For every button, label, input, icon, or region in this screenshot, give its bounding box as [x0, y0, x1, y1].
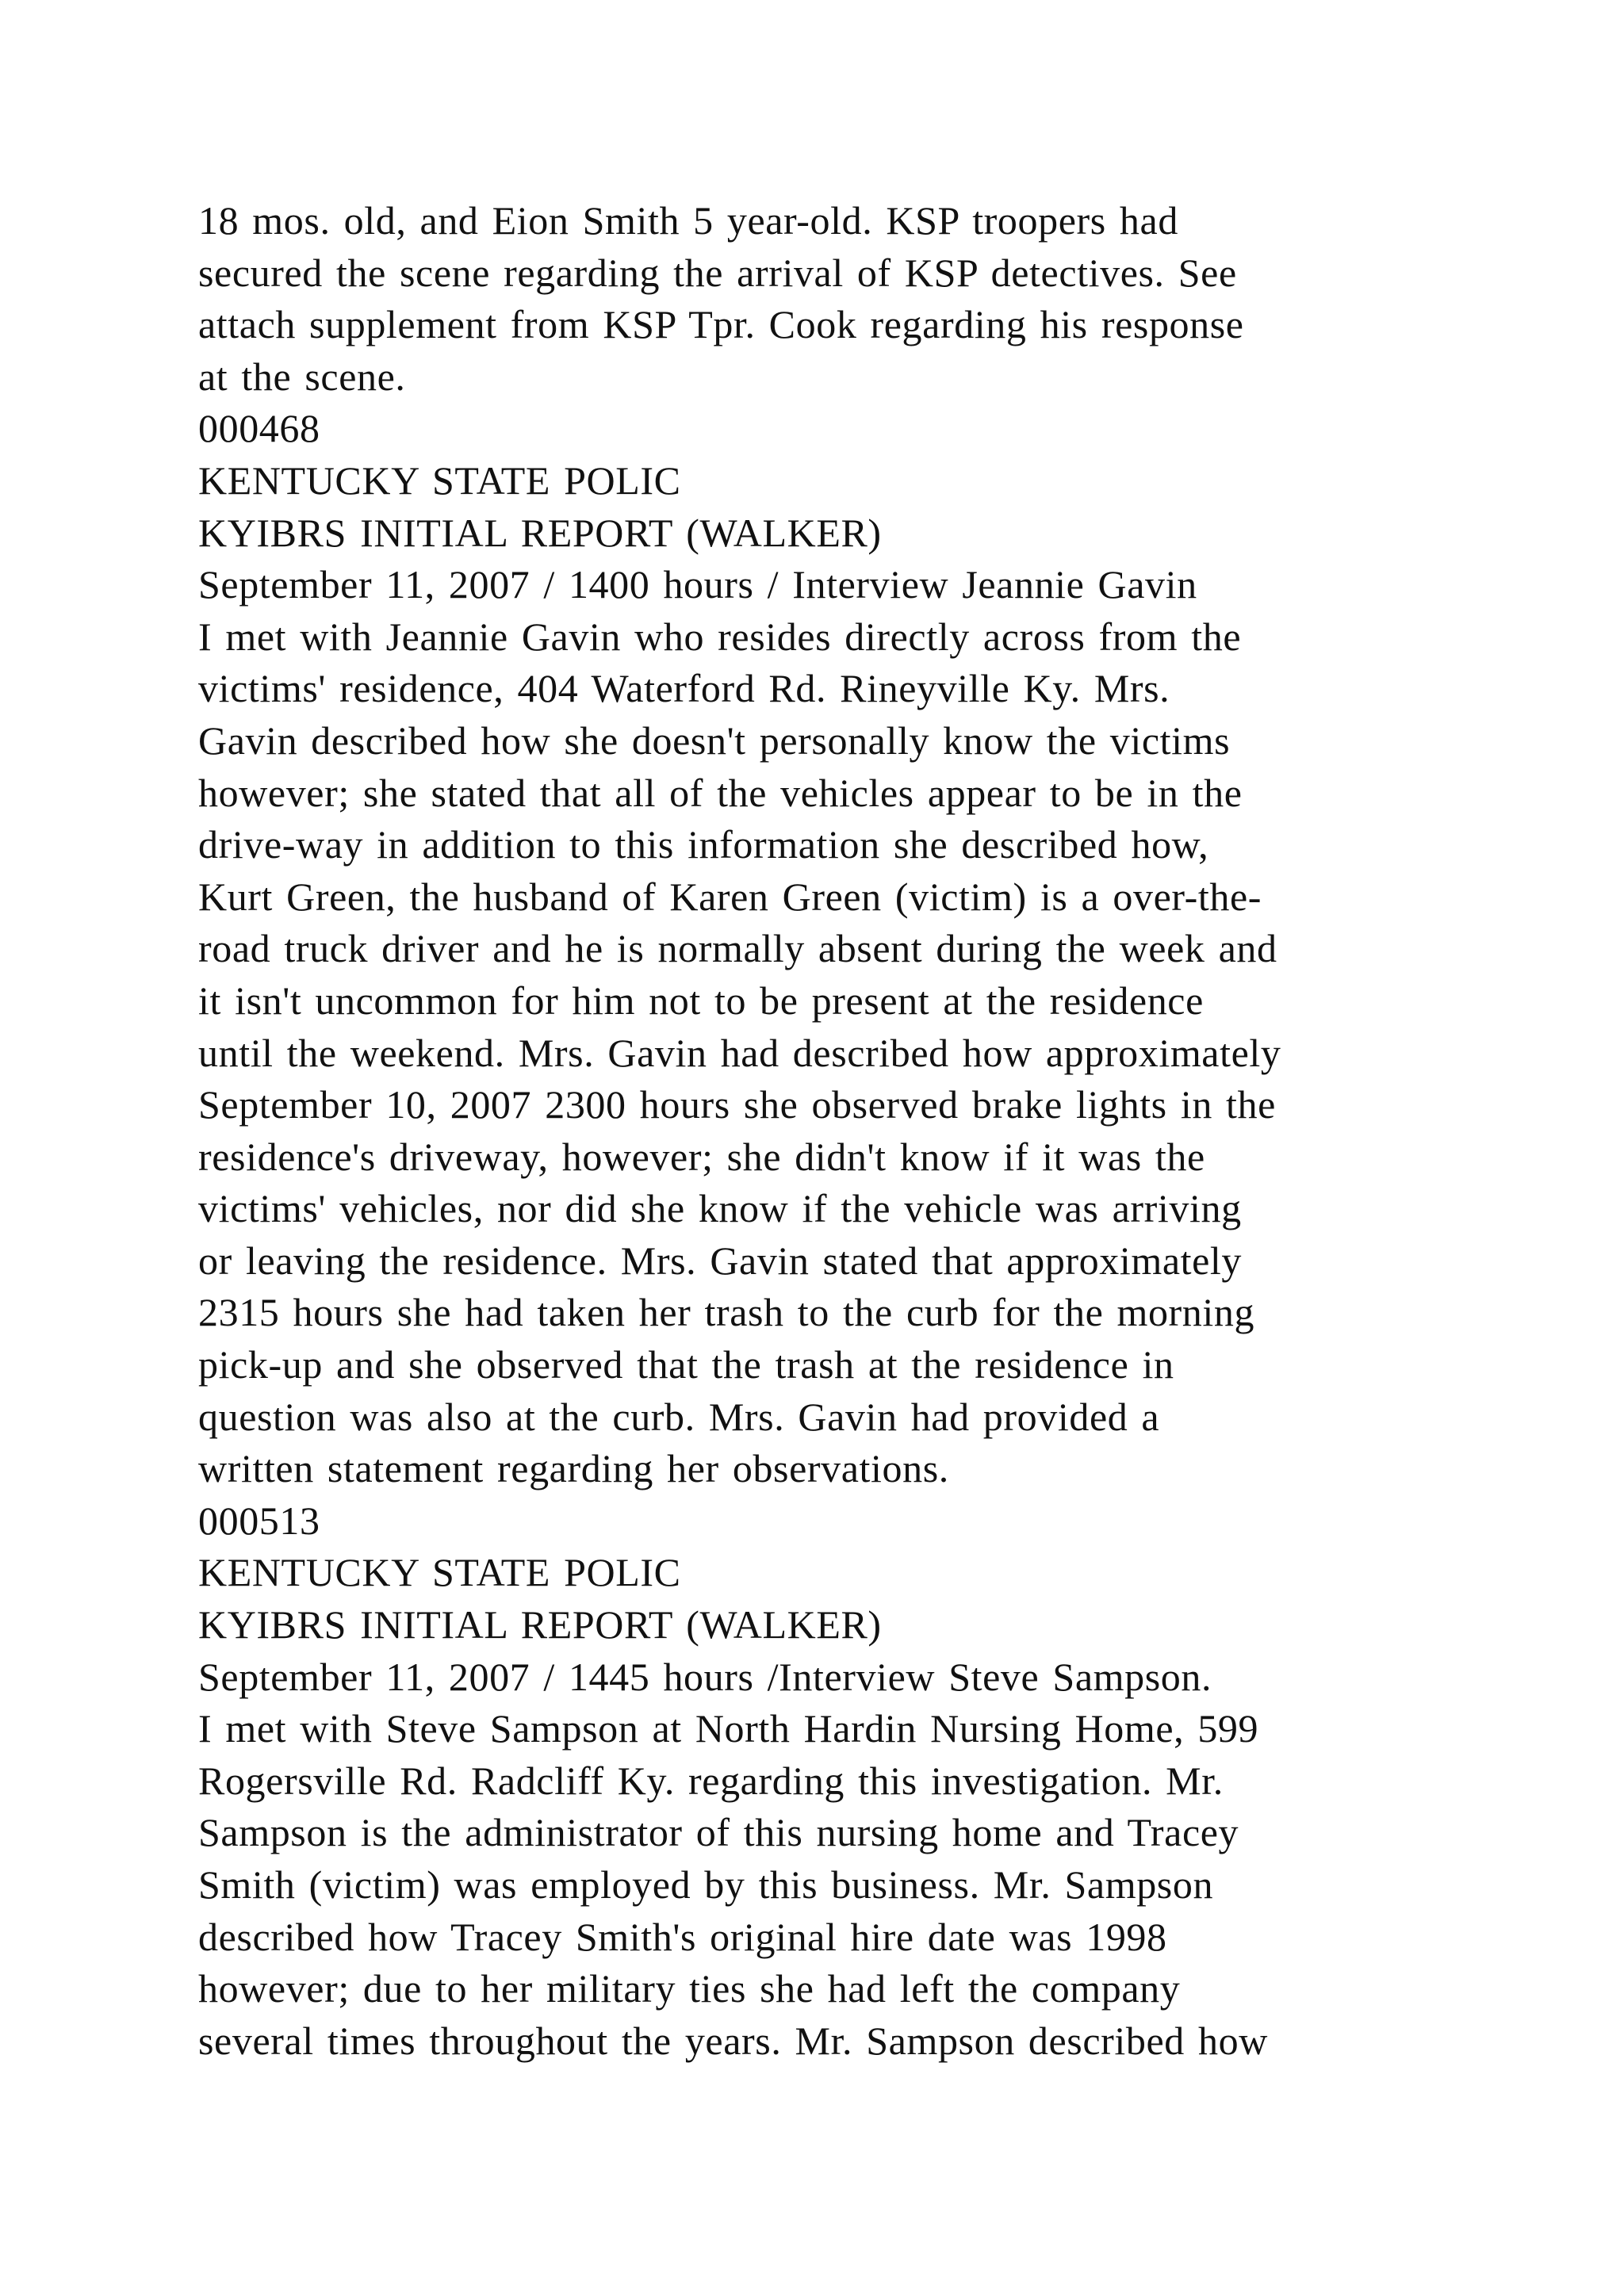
text-line: residence's driveway, however; she didn't know if it was the	[198, 1134, 1205, 1179]
text-line: pick-up and she observed that the trash at the residence in	[198, 1342, 1174, 1387]
text-line: I met with Jeannie Gavin who resides directly across from the	[198, 614, 1242, 659]
text-line: Kurt Green, the husband of Karen Green (victim) is a over-the-	[198, 874, 1262, 919]
text-line: attach supplement from KSP Tpr. Cook regarding his response	[198, 302, 1244, 347]
text-line: until the weekend. Mrs. Gavin had described how approximately	[198, 1030, 1281, 1075]
text-line: road truck driver and he is normally absent during the week and	[198, 926, 1277, 971]
text-line: 2315 hours she had taken her trash to the curb for the morning	[198, 1290, 1255, 1335]
text-line: 18 mos. old, and Eion Smith 5 year-old. KSP troopers had	[198, 198, 1178, 243]
text-line: secured the scene regarding the arrival of KSP detectives. See	[198, 250, 1237, 295]
text-line: however; due to her military ties she had left the company	[198, 1966, 1181, 2011]
text-line: victims' vehicles, nor did she know if the vehicle was arriving	[198, 1186, 1242, 1231]
text-line: written statement regarding her observations.	[198, 1446, 949, 1491]
text-line: described how Tracey Smith's original hire date was 1998	[198, 1914, 1167, 1959]
text-line: or leaving the residence. Mrs. Gavin stated that approximately	[198, 1238, 1243, 1283]
text-line: drive-way in addition to this information she described how,	[198, 822, 1209, 867]
text-line: however; she stated that all of the vehicles appear to be in the	[198, 770, 1243, 815]
text-line: it isn't uncommon for him not to be present at the residence	[198, 978, 1204, 1023]
agency-heading: KENTUCKY STATE POLIC	[198, 1550, 681, 1595]
interview-heading: September 11, 2007 / 1445 hours /Interview Steve Sampson.	[198, 1654, 1212, 1699]
text-line: September 10, 2007 2300 hours she observed brake lights in the	[198, 1082, 1276, 1127]
text-line: I met with Steve Sampson at North Hardin Nursing Home, 599	[198, 1706, 1259, 1751]
text-line: victims' residence, 404 Waterford Rd. Rineyville Ky. Mrs.	[198, 666, 1170, 711]
text-line: Rogersville Rd. Radcliff Ky. regarding this investigation. Mr.	[198, 1758, 1224, 1803]
text-line: Smith (victim) was employed by this business. Mr. Sampson	[198, 1862, 1214, 1907]
text-line: Gavin described how she doesn't personally know the victims	[198, 718, 1231, 763]
report-heading: KYIBRS INITIAL REPORT (WALKER)	[198, 510, 882, 555]
report-heading: KYIBRS INITIAL REPORT (WALKER)	[198, 1602, 882, 1647]
text-line: several times throughout the years. Mr. Sampson described how	[198, 2018, 1268, 2063]
document-number: 000513	[198, 1498, 320, 1543]
text-line: question was also at the curb. Mrs. Gavin had provided a	[198, 1394, 1160, 1439]
agency-heading: KENTUCKY STATE POLIC	[198, 457, 681, 503]
document-text	[198, 195, 1515, 2067]
document-number: 000468	[198, 406, 320, 451]
text-line: Sampson is the administrator of this nursing home and Tracey	[198, 1810, 1239, 1855]
text-line: at the scene.	[198, 354, 406, 399]
interview-heading: September 11, 2007 / 1400 hours / Interview Jeannie Gavin	[198, 562, 1197, 607]
